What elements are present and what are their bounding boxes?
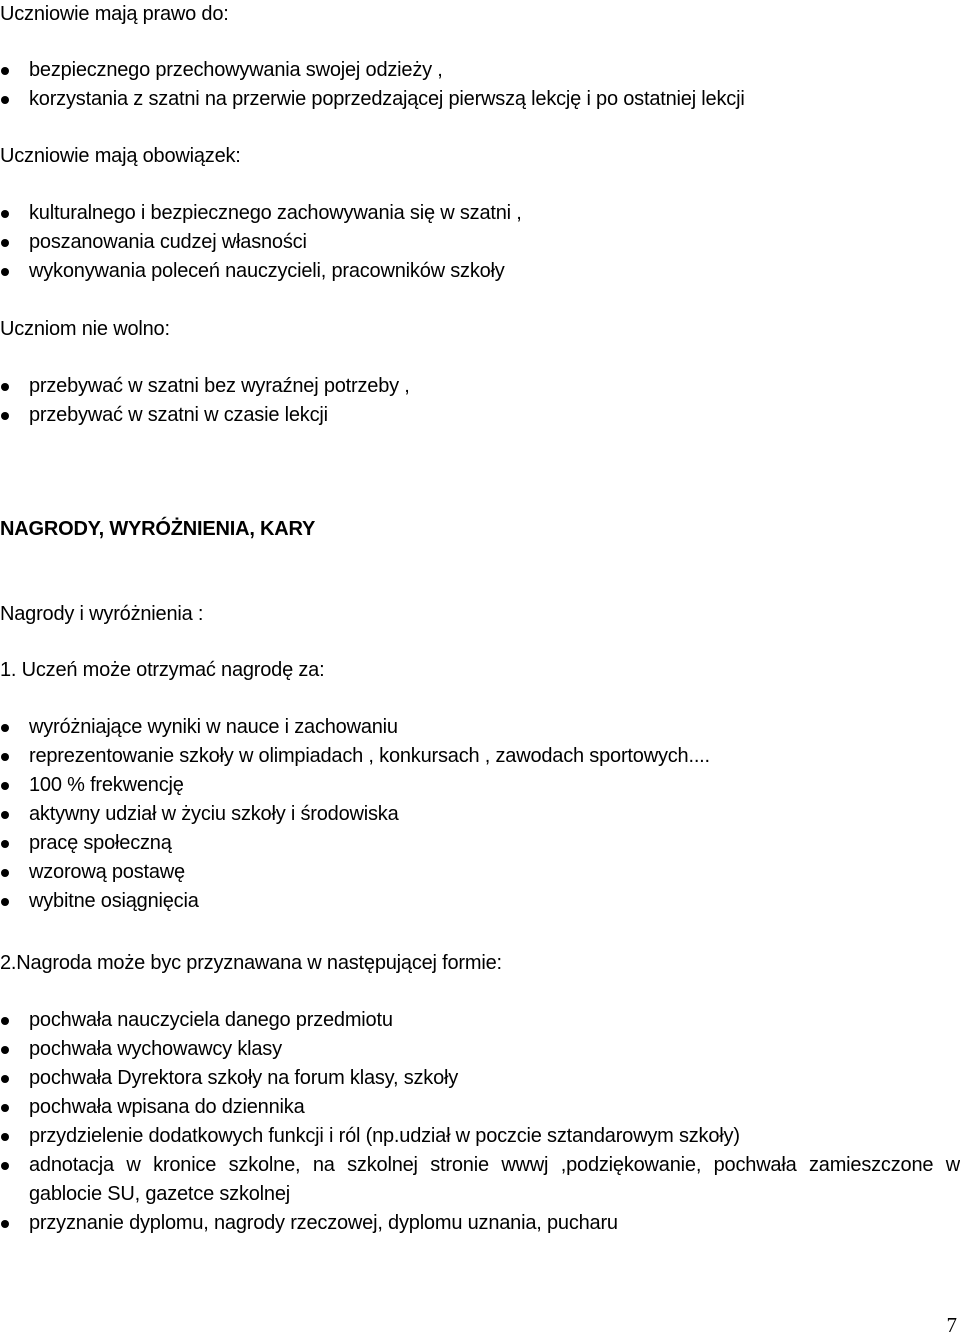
list-award-forms [0,1006,960,1238]
bullet-icon [1,1104,9,1112]
list-item: wzorową postawę [0,858,960,887]
bullet-icon [1,1220,9,1228]
awards-title: Nagrody i wyróżnienia : [0,603,204,625]
list-item: pochwała Dyrektora szkoły na forum klasy, szkoły [0,1064,960,1093]
page-number: 7 [946,1313,957,1337]
bullet-icon [1,869,9,877]
list-item: kulturalnego i bezpiecznego zachowywania się w szatni , [0,199,960,228]
list-item: adnotacja w kronice szkolne, na szkolnej stronie wwwj ,podziękowanie, pochwała zamieszczone w gablocie SU, gazetce szkolnej [0,1151,960,1209]
list-item: przydzielenie dodatkowych funkcji i ról (np.udział w poczcie sztandarowym szkoły) [0,1122,960,1151]
bullet-icon [1,840,9,848]
bullet-icon [1,898,9,906]
list-rights [0,56,960,114]
section-title-prohibited: Uczniom nie wolno: [0,318,170,340]
list-item: przebywać w szatni w czasie lekcji [0,401,960,430]
list-item: wybitne osiągnięcia [0,887,960,916]
list-item: wykonywania poleceń nauczycieli, pracowników szkoły [0,257,960,286]
list-item: wyróżniające wyniki w nauce i zachowaniu [0,713,960,742]
list-item: przyznanie dyplomu, nagrody rzeczowej, dyplomu uznania, pucharu [0,1209,960,1238]
bullet-icon [1,753,9,761]
section-heading: NAGRODY, WYRÓŻNIENIA, KARY [0,518,316,540]
list-item: aktywny udział w życiu szkoły i środowiska [0,800,960,829]
bullet-icon [1,724,9,732]
list-item: pochwała wpisana do dziennika [0,1093,960,1122]
section-title-rights: Uczniowie mają prawo do: [0,3,229,25]
bullet-icon [1,1017,9,1025]
list-duties [0,199,960,286]
list-award-reasons [0,713,960,916]
list-item: przebywać w szatni bez wyraźnej potrzeby , [0,372,960,401]
point-1-title: 1. Uczeń może otrzymać nagrodę za: [0,659,325,681]
bullet-icon [1,67,9,75]
section-title-duties: Uczniowie mają obowiązek: [0,145,241,167]
bullet-icon [1,239,9,247]
bullet-icon [1,1075,9,1083]
list-item: bezpiecznego przechowywania swojej odzieży , [0,56,960,85]
bullet-icon [1,1046,9,1054]
bullet-icon [1,412,9,420]
point-2-title: 2.Nagroda może byc przyznawana w następującej formie: [0,952,502,974]
list-item: 100 % frekwencję [0,771,960,800]
bullet-icon [1,268,9,276]
bullet-icon [1,383,9,391]
bullet-icon [1,1133,9,1141]
list-prohibited [0,372,960,430]
list-item: reprezentowanie szkoły w olimpiadach , konkursach , zawodach sportowych.... [0,742,960,771]
list-item: poszanowania cudzej własności [0,228,960,257]
list-item: korzystania z szatni na przerwie poprzedzającej pierwszą lekcję i po ostatniej lekcji [0,85,960,114]
bullet-icon [1,1162,9,1170]
bullet-icon [1,210,9,218]
list-item: pochwała wychowawcy klasy [0,1035,960,1064]
bullet-icon [1,96,9,104]
bullet-icon [1,782,9,790]
list-item: pracę społeczną [0,829,960,858]
bullet-icon [1,811,9,819]
list-item: pochwała nauczyciela danego przedmiotu [0,1006,960,1035]
